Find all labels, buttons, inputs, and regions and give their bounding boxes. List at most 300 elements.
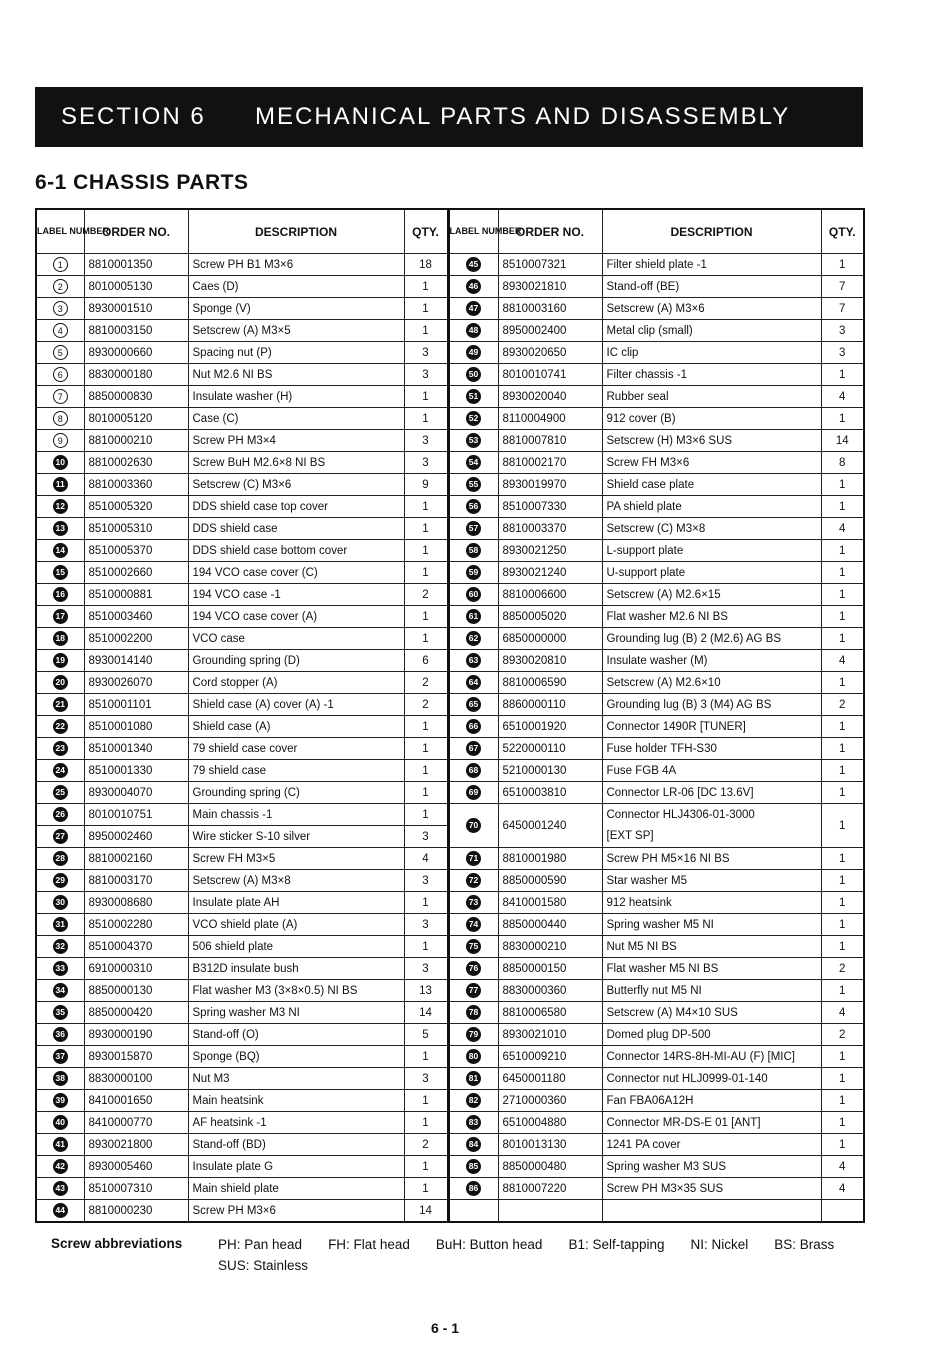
qty-cell: 3 [404, 870, 448, 892]
label-number-cell [448, 298, 498, 320]
description-cell: Butterfly nut M5 NI [602, 980, 821, 1002]
qty-cell: 1 [821, 848, 864, 870]
description-cell: DDS shield case [188, 518, 404, 540]
table-row [36, 760, 864, 782]
description-cell: Shield case plate [602, 474, 821, 496]
qty-cell: 2 [404, 584, 448, 606]
qty-cell: 1 [404, 804, 448, 826]
order-no-cell: 8860000110 [498, 694, 602, 716]
abbreviation-item: BuH: Button head [435, 1237, 543, 1252]
label-number-cell [448, 540, 498, 562]
qty-cell: 2 [404, 1134, 448, 1156]
table-row [36, 716, 864, 738]
description-cell: VCO case [188, 628, 404, 650]
order-no-cell: 8510007310 [84, 1178, 188, 1200]
description-cell: Filter shield plate -1 [602, 254, 821, 276]
col-label-number-right: LABEL NUMBER [448, 209, 498, 254]
label-number: 34 [53, 983, 68, 998]
table-row [36, 254, 864, 276]
description-cell: Screw PH B1 M3×6 [188, 254, 404, 276]
label-number-cell [448, 606, 498, 628]
description-cell: Spring washer M3 NI [188, 1002, 404, 1024]
label-number: 24 [53, 763, 68, 778]
label-number: 70 [466, 818, 481, 833]
label-number-cell [36, 826, 84, 848]
label-number: 32 [53, 939, 68, 954]
label-number: 21 [53, 697, 68, 712]
qty-cell: 18 [404, 254, 448, 276]
table-row [36, 848, 864, 870]
description-cell: Flat washer M3 (3×8×0.5) NI BS [188, 980, 404, 1002]
label-number-cell [36, 1200, 84, 1223]
label-number-cell [36, 540, 84, 562]
col-qty-left: QTY. [404, 209, 448, 254]
table-row [36, 276, 864, 298]
label-number: 17 [53, 609, 68, 624]
order-no-cell: 8830000100 [84, 1068, 188, 1090]
table-row [36, 892, 864, 914]
order-no-cell: 5210000130 [498, 760, 602, 782]
qty-cell: 1 [404, 628, 448, 650]
description-cell: Insulate washer (H) [188, 386, 404, 408]
description-cell: Fuse FGB 4A [602, 760, 821, 782]
label-number-cell [448, 496, 498, 518]
order-no-cell: 6510009210 [498, 1046, 602, 1068]
description-cell: Screw PH M3×6 [188, 1200, 404, 1223]
label-number: 30 [53, 895, 68, 910]
order-no-cell: 8850000590 [498, 870, 602, 892]
order-no-cell: 8510002280 [84, 914, 188, 936]
qty-cell: 1 [404, 1090, 448, 1112]
order-no-cell: 8810000210 [84, 430, 188, 452]
label-number-cell [448, 562, 498, 584]
order-no-cell: 8930004070 [84, 782, 188, 804]
qty-cell: 4 [821, 1178, 864, 1200]
order-no-cell: 8850000150 [498, 958, 602, 980]
label-number: 66 [466, 719, 481, 734]
table-row [36, 1046, 864, 1068]
label-number: 47 [466, 301, 481, 316]
label-number-cell [448, 342, 498, 364]
order-no-cell: 8810006590 [498, 672, 602, 694]
label-number-cell [36, 1156, 84, 1178]
label-number: 28 [53, 851, 68, 866]
qty-cell: 1 [404, 386, 448, 408]
order-no-cell: 8510001330 [84, 760, 188, 782]
label-number-cell [448, 584, 498, 606]
label-number: 19 [53, 653, 68, 668]
description-cell: 506 shield plate [188, 936, 404, 958]
label-number: 77 [466, 983, 481, 998]
order-no-cell: 8930020650 [498, 342, 602, 364]
label-number-cell [448, 320, 498, 342]
order-no-cell: 6510003810 [498, 782, 602, 804]
label-number-cell [36, 1178, 84, 1200]
order-no-cell: 8510001340 [84, 738, 188, 760]
description-cell: Setscrew (A) M3×6 [602, 298, 821, 320]
label-number-cell [448, 1090, 498, 1112]
description-cell: Connector nut HLJ0999-01-140 [602, 1068, 821, 1090]
label-number: 75 [466, 939, 481, 954]
description-cell: IC clip [602, 342, 821, 364]
label-number: 76 [466, 961, 481, 976]
description-cell: Rubber seal [602, 386, 821, 408]
table-row [36, 958, 864, 980]
table-row [36, 540, 864, 562]
label-number-cell [448, 1156, 498, 1178]
description-cell: Screw BuH M2.6×8 NI BS [188, 452, 404, 474]
label-number-cell [36, 738, 84, 760]
description-cell: Star washer M5 [602, 870, 821, 892]
description-cell: Filter chassis -1 [602, 364, 821, 386]
label-number-cell [448, 1068, 498, 1090]
order-no-cell: 8510005320 [84, 496, 188, 518]
label-number-cell [448, 452, 498, 474]
description-cell: 1241 PA cover [602, 1134, 821, 1156]
label-number: 22 [53, 719, 68, 734]
label-number-cell [36, 1112, 84, 1134]
label-number: 35 [53, 1005, 68, 1020]
qty-cell: 1 [821, 672, 864, 694]
label-number-cell [448, 760, 498, 782]
order-no-cell: 8930020810 [498, 650, 602, 672]
description-cell: Grounding lug (B) 3 (M4) AG BS [602, 694, 821, 716]
label-number: 1 [53, 257, 68, 272]
qty-cell: 13 [404, 980, 448, 1002]
label-number: 82 [466, 1093, 481, 1108]
description-cell: Stand-off (BE) [602, 276, 821, 298]
table-row [36, 980, 864, 1002]
order-no-cell: 8010010751 [84, 804, 188, 826]
table-row [36, 408, 864, 430]
label-number-cell [448, 694, 498, 716]
label-number: 15 [53, 565, 68, 580]
label-number: 71 [466, 851, 481, 866]
label-number: 3 [53, 301, 68, 316]
order-no-cell: 8810007220 [498, 1178, 602, 1200]
label-number: 55 [466, 477, 481, 492]
order-no-cell: 6510004880 [498, 1112, 602, 1134]
description-cell: Setscrew (A) M2.6×15 [602, 584, 821, 606]
page-subheading: 6-1 CHASSIS PARTS [35, 171, 249, 194]
qty-cell: 2 [404, 672, 448, 694]
qty-cell: 4 [821, 386, 864, 408]
label-number-cell [36, 474, 84, 496]
order-no-cell: 8930020040 [498, 386, 602, 408]
order-no-cell: 8810003370 [498, 518, 602, 540]
label-number-cell [36, 716, 84, 738]
qty-cell: 7 [821, 276, 864, 298]
label-number: 72 [466, 873, 481, 888]
description-cell: Caes (D) [188, 276, 404, 298]
label-number: 83 [466, 1115, 481, 1130]
order-no-cell: 8810006600 [498, 584, 602, 606]
qty-cell: 3 [404, 430, 448, 452]
label-number-cell [36, 980, 84, 1002]
label-number: 68 [466, 763, 481, 778]
description-cell: Nut M2.6 NI BS [188, 364, 404, 386]
qty-cell: 1 [821, 716, 864, 738]
label-number: 56 [466, 499, 481, 514]
qty-cell: 3 [821, 342, 864, 364]
order-no-cell: 8850000440 [498, 914, 602, 936]
qty-cell: 1 [821, 936, 864, 958]
order-no-cell: 8850000480 [498, 1156, 602, 1178]
label-number: 8 [53, 411, 68, 426]
order-no-cell: 8010013130 [498, 1134, 602, 1156]
description-line: [EXT SP] [606, 829, 654, 842]
label-number-cell [448, 870, 498, 892]
order-no-cell: 8930021810 [498, 276, 602, 298]
table-row [36, 672, 864, 694]
label-number: 39 [53, 1093, 68, 1108]
description-cell: U-support plate [602, 562, 821, 584]
qty-cell: 1 [821, 1112, 864, 1134]
order-no-cell: 8810000230 [84, 1200, 188, 1223]
qty-cell: 1 [821, 804, 864, 848]
label-number-cell [36, 870, 84, 892]
qty-cell: 14 [404, 1002, 448, 1024]
section-title: MECHANICAL PARTS AND DISASSEMBLY [255, 103, 791, 130]
qty-cell: 1 [821, 914, 864, 936]
label-number-cell [36, 804, 84, 826]
label-number: 36 [53, 1027, 68, 1042]
qty-cell: 1 [404, 760, 448, 782]
label-number: 52 [466, 411, 481, 426]
label-number-cell [36, 562, 84, 584]
label-number-cell [36, 342, 84, 364]
col-description-left: DESCRIPTION [188, 209, 404, 254]
empty-cell [448, 1200, 498, 1223]
label-number: 44 [53, 1203, 68, 1218]
description-cell: Insulate plate AH [188, 892, 404, 914]
order-no-cell: 8810002170 [498, 452, 602, 474]
label-number: 31 [53, 917, 68, 932]
table-row [36, 496, 864, 518]
order-no-cell: 8810001980 [498, 848, 602, 870]
table-row [36, 474, 864, 496]
label-number-cell [36, 518, 84, 540]
order-no-cell: 8930026070 [84, 672, 188, 694]
order-no-cell: 8930015870 [84, 1046, 188, 1068]
qty-cell: 2 [404, 694, 448, 716]
table-row [36, 914, 864, 936]
order-no-cell: 5220000110 [498, 738, 602, 760]
order-no-cell: 8830000360 [498, 980, 602, 1002]
label-number: 25 [53, 785, 68, 800]
description-cell: Screw PH M3×35 SUS [602, 1178, 821, 1200]
order-no-cell: 8810006580 [498, 1002, 602, 1024]
order-no-cell: 8510002660 [84, 562, 188, 584]
description-cell: Cord stopper (A) [188, 672, 404, 694]
description-cell: Connector 14RS-8H-MI-AU (F) [MIC] [602, 1046, 821, 1068]
order-no-cell: 8850000130 [84, 980, 188, 1002]
table-row [36, 518, 864, 540]
description-cell: Nut M3 [188, 1068, 404, 1090]
qty-cell: 1 [821, 562, 864, 584]
description-cell: Screw FH M3×6 [602, 452, 821, 474]
order-no-cell: 8810002160 [84, 848, 188, 870]
label-number-cell [36, 650, 84, 672]
label-number-cell [36, 1046, 84, 1068]
qty-cell: 3 [404, 958, 448, 980]
qty-cell: 1 [404, 562, 448, 584]
label-number: 20 [53, 675, 68, 690]
table-row [36, 452, 864, 474]
table-row [36, 782, 864, 804]
label-number: 60 [466, 587, 481, 602]
label-number: 13 [53, 521, 68, 536]
label-number-cell [36, 672, 84, 694]
qty-cell: 6 [404, 650, 448, 672]
order-no-cell: 8830000210 [498, 936, 602, 958]
label-number-cell [448, 782, 498, 804]
table-row [36, 1200, 864, 1223]
abbreviation-item: SUS: Stainless [218, 1258, 309, 1273]
label-number: 86 [466, 1181, 481, 1196]
abbreviation-item: BS: Brass [774, 1237, 835, 1252]
label-number: 6 [53, 367, 68, 382]
qty-cell: 1 [821, 628, 864, 650]
qty-cell: 3 [404, 1068, 448, 1090]
qty-cell: 1 [404, 320, 448, 342]
order-no-cell: 8810003160 [498, 298, 602, 320]
description-cell: Fuse holder TFH-S30 [602, 738, 821, 760]
label-number-cell [448, 738, 498, 760]
order-no-cell: 2710000360 [498, 1090, 602, 1112]
label-number-cell [448, 518, 498, 540]
order-no-cell: 6450001180 [498, 1068, 602, 1090]
description-cell: Screw PH M5×16 NI BS [602, 848, 821, 870]
table-row [36, 298, 864, 320]
label-number-cell [448, 716, 498, 738]
order-no-cell: 6910000310 [84, 958, 188, 980]
table-header-row [36, 209, 864, 254]
qty-cell: 1 [821, 782, 864, 804]
label-number-cell [36, 364, 84, 386]
label-number-cell [448, 958, 498, 980]
description-cell: Stand-off (BD) [188, 1134, 404, 1156]
label-number-cell [36, 254, 84, 276]
table-row [36, 1112, 864, 1134]
table-row [36, 584, 864, 606]
label-number: 78 [466, 1005, 481, 1020]
label-number-cell [448, 408, 498, 430]
table-row [36, 1068, 864, 1090]
label-number: 42 [53, 1159, 68, 1174]
qty-cell: 1 [821, 870, 864, 892]
qty-cell: 1 [404, 1112, 448, 1134]
description-cell: 79 shield case [188, 760, 404, 782]
table-row [36, 628, 864, 650]
abbreviation-item: NI: Nickel [690, 1237, 749, 1252]
order-no-cell: 8810003170 [84, 870, 188, 892]
col-qty-right: QTY. [821, 209, 864, 254]
table-row [36, 738, 864, 760]
label-number-cell [36, 848, 84, 870]
label-number-cell [36, 430, 84, 452]
label-number-cell [36, 628, 84, 650]
label-number: 38 [53, 1071, 68, 1086]
label-number: 61 [466, 609, 481, 624]
label-number: 33 [53, 961, 68, 976]
order-no-cell: 8510001080 [84, 716, 188, 738]
order-no-cell: 6450001240 [498, 804, 602, 848]
empty-cell [821, 1200, 864, 1223]
table-row [36, 1024, 864, 1046]
qty-cell: 1 [404, 892, 448, 914]
label-number: 63 [466, 653, 481, 668]
order-no-cell: 8810007810 [498, 430, 602, 452]
qty-cell: 2 [821, 1024, 864, 1046]
order-no-cell: 8930021250 [498, 540, 602, 562]
order-no-cell: 8510005310 [84, 518, 188, 540]
order-no-cell: 8930001510 [84, 298, 188, 320]
table-row [36, 430, 864, 452]
label-number-cell [448, 1002, 498, 1024]
description-cell: 194 VCO case -1 [188, 584, 404, 606]
qty-cell: 3 [404, 342, 448, 364]
abbreviations-title: Screw abbreviations [51, 1236, 183, 1251]
qty-cell: 1 [404, 936, 448, 958]
label-number-cell [36, 496, 84, 518]
description-cell: Grounding spring (C) [188, 782, 404, 804]
description-cell: Setscrew (C) M3×6 [188, 474, 404, 496]
label-number-cell [36, 1090, 84, 1112]
table-row [36, 804, 864, 826]
label-number-cell [448, 650, 498, 672]
order-no-cell: 8510003460 [84, 606, 188, 628]
label-number: 4 [53, 323, 68, 338]
qty-cell: 1 [404, 716, 448, 738]
label-number: 46 [466, 279, 481, 294]
label-number: 37 [53, 1049, 68, 1064]
qty-cell: 1 [821, 1068, 864, 1090]
description-cell: Main shield plate [188, 1178, 404, 1200]
label-number: 51 [466, 389, 481, 404]
label-number: 59 [466, 565, 481, 580]
description-cell: Setscrew (A) M3×5 [188, 320, 404, 342]
description-cell: Fan FBA06A12H [602, 1090, 821, 1112]
label-number-cell [448, 892, 498, 914]
description-cell: Main heatsink [188, 1090, 404, 1112]
label-number-cell [448, 848, 498, 870]
label-number: 81 [466, 1071, 481, 1086]
description-cell: Insulate plate G [188, 1156, 404, 1178]
description-cell: 79 shield case cover [188, 738, 404, 760]
label-number-cell [36, 1002, 84, 1024]
description-cell: Setscrew (C) M3×8 [602, 518, 821, 540]
abbreviations-list [218, 1234, 868, 1276]
order-no-cell: 8930014140 [84, 650, 188, 672]
description-cell: Grounding lug (B) 2 (M2.6) AG BS [602, 628, 821, 650]
qty-cell: 1 [821, 364, 864, 386]
label-number: 29 [53, 873, 68, 888]
qty-cell: 3 [821, 320, 864, 342]
order-no-cell: 8930005460 [84, 1156, 188, 1178]
label-number-cell [448, 364, 498, 386]
order-no-cell: 8930021010 [498, 1024, 602, 1046]
description-cell: Setscrew (A) M2.6×10 [602, 672, 821, 694]
order-no-cell: 8810001350 [84, 254, 188, 276]
label-number-cell [36, 760, 84, 782]
label-number: 64 [466, 675, 481, 690]
qty-cell: 1 [821, 892, 864, 914]
order-no-cell: 8850000830 [84, 386, 188, 408]
label-number-cell [448, 936, 498, 958]
description-cell: Domed plug DP-500 [602, 1024, 821, 1046]
col-label-number-left: LABEL NUMBER [36, 209, 84, 254]
